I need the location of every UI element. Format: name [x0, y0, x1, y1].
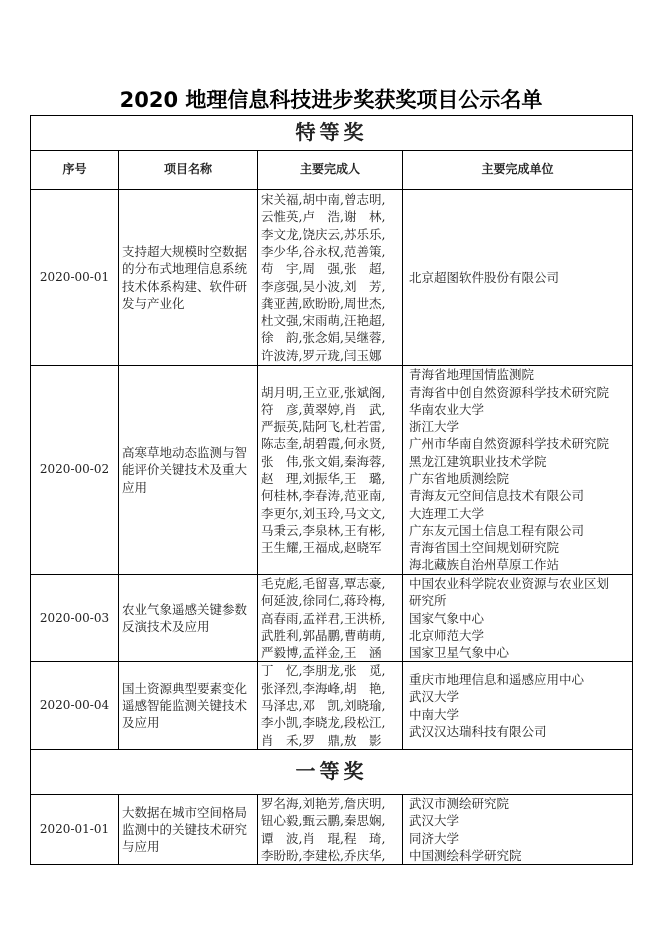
unit-line: 中南大学 — [409, 706, 460, 722]
unit-line: 青海省中创自然资源科学技术研究院 — [409, 384, 610, 400]
project-name: 农业气象遥感关键参数反演技术及应用 — [119, 575, 258, 662]
person-line: 杜文强,宋雨萌,汪艳超, — [261, 313, 386, 329]
unit-line: 国家卫星气象中心 — [409, 645, 510, 661]
person-line: 李盼盼,李建松,乔庆华, — [261, 847, 386, 863]
people-cell — [258, 366, 403, 575]
unit-line: 广东省地质测绘院 — [409, 471, 510, 486]
unit-line: 武汉汉达瑞科技有限公司 — [409, 724, 547, 740]
units-cell — [403, 794, 633, 864]
person-line: 龚亚茜,欧盼盼,周世杰, — [261, 295, 386, 311]
unit-line: 研究所 — [409, 593, 447, 609]
people-cell — [258, 190, 403, 366]
unit-line: 北京超图软件股份有限公司 — [409, 269, 560, 285]
serial-number: 2020-00-02 — [31, 366, 119, 575]
unit-line: 大连理工大学 — [409, 505, 485, 521]
table-row — [31, 794, 633, 864]
unit-line: 华南农业大学 — [409, 401, 485, 417]
project-name: 支持超大规模时空数据的分布式地理信息系统技术体系构建、软件研发与产业化 — [119, 190, 258, 366]
section-title: 一等奖 — [31, 749, 633, 794]
serial-number: 2020-00-03 — [31, 575, 119, 662]
column-header-row — [31, 151, 633, 190]
table-row — [31, 190, 633, 366]
table-row — [31, 575, 633, 662]
person-line: 李少华,谷永权,范善策, — [261, 243, 386, 259]
unit-line: 同济大学 — [409, 830, 460, 846]
person-line: 苟 宇,周 强,张 超, — [261, 261, 386, 277]
person-line: 罗名海,刘艳芳,詹庆明, — [261, 795, 386, 811]
person-line: 李小凯,李晓龙,段松江, — [261, 715, 386, 731]
serial-header: 序号 — [31, 151, 119, 190]
unit-line: 海北藏族自治州草原工作站 — [409, 557, 560, 573]
unit-line: 中国农业科学院农业资源与农业区划 — [409, 576, 610, 591]
unit-line: 广东友元国土信息工程有限公司 — [409, 522, 585, 538]
unit-line: 北京师范大学 — [409, 627, 485, 643]
serial-number: 2020-00-01 — [31, 190, 119, 366]
person-line: 丁 忆,李朋龙,张 觅, — [261, 663, 386, 679]
person-line: 徐 韵,张念娟,吴继蓉, — [261, 330, 386, 346]
person-line: 宋关福,胡中南,曾志明, — [261, 192, 386, 208]
people-header: 主要完成人 — [258, 151, 403, 190]
person-line: 肖 禾,罗 鼎,敖 影 — [261, 732, 382, 748]
person-line: 马泽忠,邓 凯,刘晓瑜, — [261, 698, 386, 714]
unit-line: 武汉大学 — [409, 689, 460, 705]
person-line: 陈志奎,胡碧霞,何永贤, — [261, 436, 386, 452]
unit-line: 浙江大学 — [409, 419, 460, 435]
unit-line: 重庆市地理信息和遥感应用中心 — [409, 672, 585, 688]
person-line: 武胜利,郭晶鹏,曹萌萌, — [261, 627, 386, 643]
person-line: 张泽烈,李海峰,胡 艳, — [261, 680, 386, 696]
person-line: 高春雨,孟祥君,王洪桥, — [261, 610, 386, 626]
person-line: 云惟英,卢 浩,谢 林, — [261, 209, 386, 225]
units-header: 主要完成单位 — [403, 151, 633, 190]
table-row — [31, 662, 633, 749]
serial-number: 2020-00-04 — [31, 662, 119, 749]
unit-line: 武汉大学 — [409, 813, 460, 829]
project-name: 大数据在城市空间格局监测中的关键技术研究与应用 — [119, 794, 258, 864]
person-line: 毛克彪,毛留喜,覃志豪, — [261, 576, 386, 591]
person-line: 符 彦,黄翠婷,肖 武, — [261, 401, 386, 417]
person-line: 严振英,陆阿飞,杜若雷, — [261, 419, 386, 435]
units-cell — [403, 190, 633, 366]
project-name: 高寒草地动态监测与智能评价关键技术及重大应用 — [119, 366, 258, 575]
person-line: 张 伟,张文娟,秦海蓉, — [261, 453, 386, 469]
units-cell — [403, 366, 633, 575]
person-line: 赵 理,刘振华,王 璐, — [261, 471, 386, 486]
person-line: 李彦强,吴小波,刘 芳, — [261, 278, 386, 294]
units-cell — [403, 575, 633, 662]
person-line: 李文龙,饶庆云,苏乐乐, — [261, 226, 386, 242]
unit-line: 青海省国土空间规划研究院 — [409, 540, 560, 556]
section-header-row — [31, 749, 633, 794]
serial-number: 2020-01-01 — [31, 794, 119, 864]
section-header-row — [31, 116, 633, 151]
person-line: 李更尔,刘玉玲,马文文, — [261, 505, 386, 521]
section-title: 特等奖 — [31, 116, 633, 151]
person-line: 何延波,徐同仁,蒋玲梅, — [261, 593, 386, 609]
person-line: 王生耀,王福成,赵晓军 — [261, 540, 382, 556]
award-table — [30, 115, 633, 865]
unit-line: 国家气象中心 — [409, 610, 485, 626]
unit-line: 中国测绘科学研究院 — [409, 847, 522, 863]
person-line: 马秉云,李泉林,王有彬, — [261, 522, 386, 538]
person-line: 谭 波,肖 琨,程 琦, — [261, 830, 386, 846]
page-title: 2020 地理信息科技进步奖获奖项目公示名单 — [119, 88, 543, 112]
people-cell — [258, 575, 403, 662]
units-cell — [403, 662, 633, 749]
people-cell — [258, 794, 403, 864]
person-line: 严毅博,孟祥金,王 涵 — [261, 645, 382, 661]
unit-line: 青海省地理国情监测院 — [409, 367, 535, 383]
unit-line: 武汉市测绘研究院 — [409, 795, 510, 811]
person-line: 许波涛,罗亓珑,闫玉娜 — [261, 347, 382, 363]
person-line: 钮心毅,甄云鹏,秦思娴, — [261, 813, 386, 829]
project-name-header: 项目名称 — [119, 151, 258, 190]
person-line: 胡月明,王立亚,张斌阁, — [261, 384, 386, 400]
table-row — [31, 366, 633, 575]
unit-line: 广州市华南自然资源科学技术研究院 — [409, 436, 610, 452]
unit-line: 青海友元空间信息技术有限公司 — [409, 488, 585, 504]
people-cell — [258, 662, 403, 749]
person-line: 何桂林,李春涛,范亚南, — [261, 488, 386, 504]
project-name: 国土资源典型要素变化遥感智能监测关键技术及应用 — [119, 662, 258, 749]
unit-line: 黑龙江建筑职业技术学院 — [409, 453, 547, 469]
